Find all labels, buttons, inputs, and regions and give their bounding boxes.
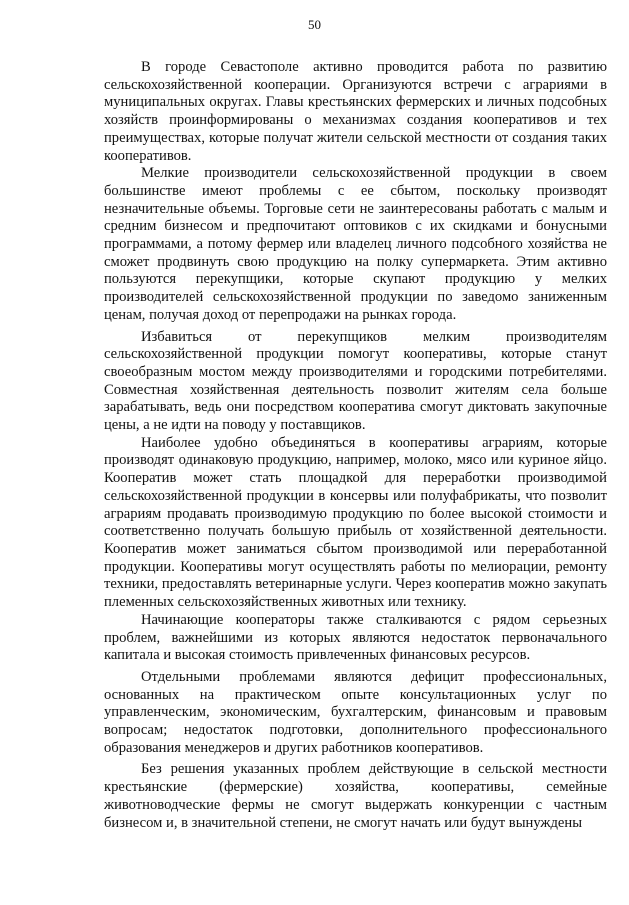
paragraph: В городе Севастополе активно проводится работа по развитию сельскохозяйственной кооперации. Организуются встречи с аграриями в муниципальных округах. Главы крестьянских фермерских и личных подсобных хозяйств проинформированы о механизмах создания кооперативов и тех преимуществах, которые получат жители сельской местности от создания таких кооперативов. [104,59,607,164]
paragraph: Избавиться от перекупщиков мелким производителям сельскохозяйственной продукции помогут кооперативы, которые станут своеобразным мостом между производителями и городскими потребителями. Совместная хозяйственная деятельность позволит жителям села больше зарабатывать, ведь они посредством кооператива смогут диктовать закупочные цены, а не идти на поводу у поставщиков. [104,328,607,434]
paragraph: Отдельными проблемами являются дефицит профессиональных, основанных на практическом опыте консультационных услуг по управленческим, экономическим, бухгалтерским, финансовым и правовым вопросам; недостаток подготовки, дополнительного профессионального образования менеджеров и других работников кооперативов. [104,668,607,756]
paragraph: Без решения указанных проблем действующие в сельской местности крестьянские (фермерские) хозяйства, кооперативы, семейные животноводческие фермы не смогут выдержать конкуренции с частным бизнесом и, в значительной степени, не смогут начать или будут вынуждены [104,761,607,831]
document-body [104,59,607,832]
paragraph: Мелкие производители сельскохозяйственной продукции в своем большинстве имеют проблемы с ее сбытом, поскольку производят незначительные объемы. Торговые сети не заинтересованы работать с малым и средним бизнесом и предпочитают оптовиков с их скидками и бонусными программами, а потому фермер или владелец личного подсобного хозяйства не сможет продвинуть свою продукцию на полку супермаркета. Этим активно пользуются перекупщики, которые скупают продукцию у мелких производителей сельскохозяйственной продукции по заведомо заниженным ценам, получая доход от перепродажи на рынках города. [104,165,607,323]
paragraph: Начинающие кооператоры также сталкиваются с рядом серьезных проблем, важнейшими из которых являются недостаток первоначального капитала и высокая стоимость привлеченных финансовых ресурсов. [104,611,607,664]
paragraph: Наиболее удобно объединяться в кооперативы аграриям, которые производят одинаковую продукцию, например, молоко, мясо или куриное яйцо. Кооператив может стать площадкой для переработки производимой сельскохозяйственной продукции в консервы или полуфабрикаты, что позволит аграриям продавать производимую продукцию по более высокой стоимости и соответственно получать большую прибыль от хозяйственной деятельности. Кооператив может заниматься сбытом производимой или переработанной продукции. Кооперативы могут осуществлять работы по мелиорации, ремонту техники, предоставлять ветеринарные услуги. Через кооператив можно закупать племенных сельскохозяйственных животных или технику. [104,434,607,611]
page-number: 50 [308,17,321,32]
